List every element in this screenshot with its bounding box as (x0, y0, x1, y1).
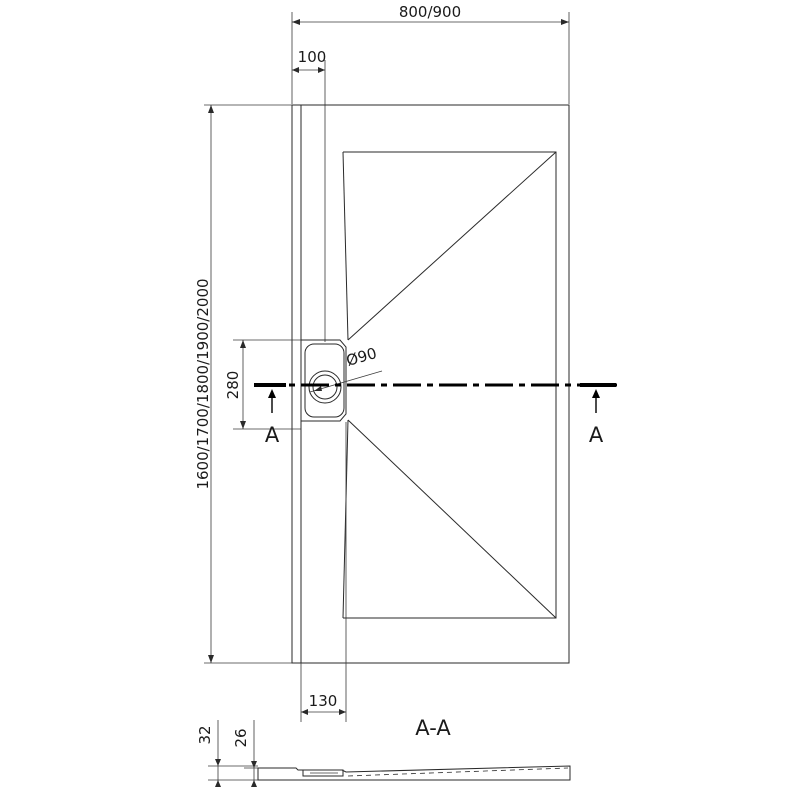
section-title: A-A (415, 716, 451, 740)
channel-width-dimension (292, 48, 326, 342)
width-label: 800/900 (398, 3, 462, 21)
drain-offset-label: 130 (308, 692, 338, 710)
section-view (196, 720, 570, 787)
height-outer-label: 32 (196, 725, 214, 745)
width-dimension (292, 3, 569, 104)
drain-zone-label: 280 (224, 370, 242, 400)
channel-width-label: 100 (297, 48, 327, 66)
drain-offset-dimension (301, 422, 346, 722)
length-label: 1600/1700/1800/1900/2000 (194, 278, 212, 490)
tray-profile (258, 766, 570, 780)
slope-line-bottom (348, 420, 556, 618)
section-marker-left: A (264, 423, 280, 447)
slope-line-top (348, 152, 556, 340)
drain-inner-ring (313, 375, 337, 399)
drain-outer-ring (309, 371, 341, 403)
height-inner-label: 26 (232, 728, 250, 748)
section-marker-right: A (588, 423, 604, 447)
drain-diameter-label: Ø90 (344, 344, 379, 370)
